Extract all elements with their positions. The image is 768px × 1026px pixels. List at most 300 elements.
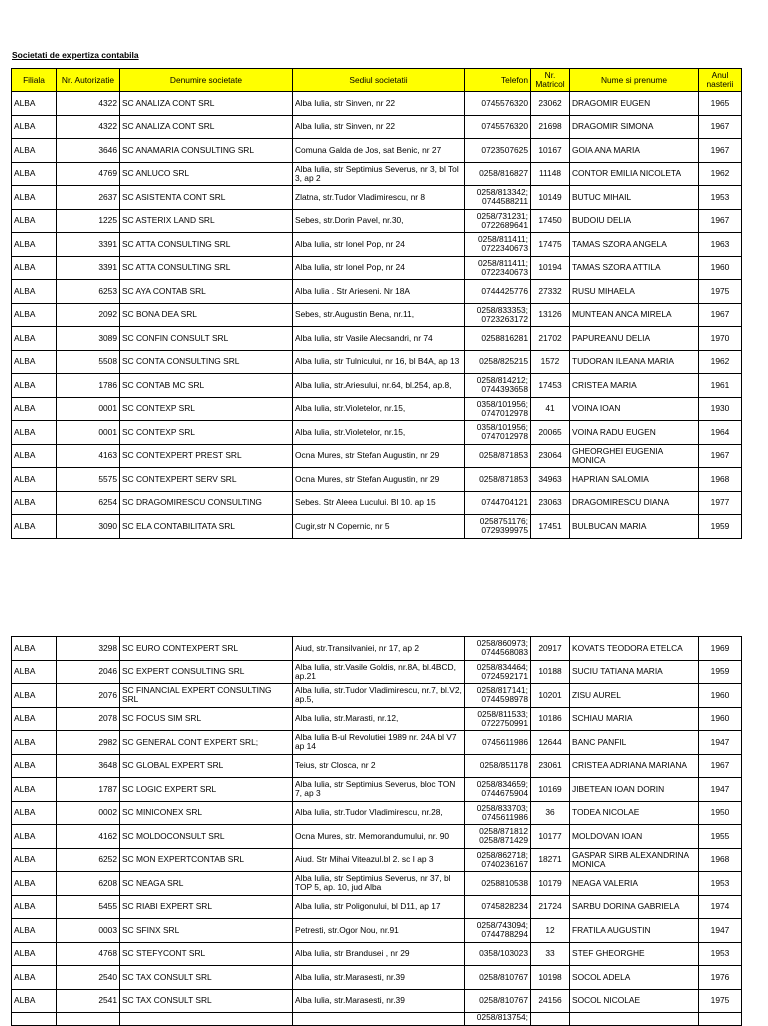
cell-nr-matricol: 11148 <box>531 162 570 186</box>
cell-sediul: Alba Iulia, str Ionel Pop, nr 24 <box>293 233 465 257</box>
cell-denumire: SC CONTAB MC SRL <box>120 374 293 398</box>
header-filiala: Filiala <box>12 69 57 92</box>
cell-anul: 1953 <box>699 942 742 966</box>
cell-telefon: 0258816281 <box>465 327 531 351</box>
table-row <box>12 303 742 327</box>
cell-nr-matricol: 10179 <box>531 872 570 896</box>
cell-anul: 1962 <box>699 162 742 186</box>
cell-nr-autorizatie: 3391 <box>57 256 120 280</box>
cell-filiala: ALBA <box>12 515 57 539</box>
cell-nr-matricol: 13126 <box>531 303 570 327</box>
cell-telefon: 0258/851178 <box>465 754 531 778</box>
table-row <box>12 731 742 755</box>
cell-telefon: 0258/814212; 0744393658 <box>465 374 531 398</box>
cell-filiala: ALBA <box>12 444 57 468</box>
cell-sediul: Alba Iulia . Str Arieseni. Nr 18A <box>293 280 465 304</box>
cell-filiala: ALBA <box>12 162 57 186</box>
cell-filiala: ALBA <box>12 778 57 802</box>
cell-anul: 1963 <box>699 233 742 257</box>
cell-denumire: SC ANALIZA CONT SRL <box>120 115 293 139</box>
table-row <box>12 421 742 445</box>
cell-nr-matricol: 10198 <box>531 966 570 990</box>
cell-nr-matricol: 10167 <box>531 139 570 163</box>
cell-nr-matricol: 24156 <box>531 989 570 1013</box>
cell-filiala: ALBA <box>12 280 57 304</box>
cell-nume: STEF GHEORGHE <box>570 942 699 966</box>
cell-nr-matricol: 17475 <box>531 233 570 257</box>
cell-telefon: 0258/810767 <box>465 989 531 1013</box>
cell-nr-matricol: 33 <box>531 942 570 966</box>
cell-denumire: SC ELA CONTABILITATA SRL <box>120 515 293 539</box>
cell-nr-autorizatie: 2092 <box>57 303 120 327</box>
cell-denumire: SC ASISTENTA CONT SRL <box>120 186 293 210</box>
cell-nr-autorizatie: 6253 <box>57 280 120 304</box>
cell-sediul: Ocna Mures, str Stefan Augustin, nr 29 <box>293 468 465 492</box>
cell-nr-matricol: 10177 <box>531 825 570 849</box>
cell-sediul: Teius, str Closca, nr 2 <box>293 754 465 778</box>
cell-nr-autorizatie: 2637 <box>57 186 120 210</box>
cell-nume: BANC PANFIL <box>570 731 699 755</box>
cell-filiala: ALBA <box>12 825 57 849</box>
header-denumire: Denumire societate <box>120 69 293 92</box>
cell-nr-autorizatie: 1225 <box>57 209 120 233</box>
cell-telefon: 0258/833703; 0745611986 <box>465 801 531 825</box>
cell-nume: SCHIAU MARIA <box>570 707 699 731</box>
table-row <box>12 256 742 280</box>
cell-telefon: 0258/817141; 0744598978 <box>465 684 531 708</box>
cell-sediul: Ocna Mures, str. Memorandumului, nr. 90 <box>293 825 465 849</box>
firms-table-bottom <box>11 636 742 1026</box>
cell-telefon: 0358/101956; 0747012978 <box>465 421 531 445</box>
cell-nr-autorizatie: 1787 <box>57 778 120 802</box>
cell-telefon: 0258/871853 <box>465 444 531 468</box>
cell-filiala: ALBA <box>12 731 57 755</box>
cell-anul: 1964 <box>699 421 742 445</box>
table-row <box>12 92 742 116</box>
cell-sediul: Alba Iulia, str Ionel Pop, nr 24 <box>293 256 465 280</box>
table-row <box>12 233 742 257</box>
cell-sediul: Sebes. Str Aleea Lucului. Bl 10. ap 15 <box>293 491 465 515</box>
cell-nume: KOVATS TEODORA ETELCA <box>570 637 699 661</box>
cell-anul: 1947 <box>699 778 742 802</box>
cell-denumire: SC TAX CONSULT SRL <box>120 966 293 990</box>
header-nr-autorizatie: Nr. Autorizatie <box>57 69 120 92</box>
cell-denumire: SC MOLDOCONSULT SRL <box>120 825 293 849</box>
header-nume: Nume si prenume <box>570 69 699 92</box>
cell-denumire: SC ANLUCO SRL <box>120 162 293 186</box>
cell-telefon: 0358/101956; 0747012978 <box>465 397 531 421</box>
cell-anul: 1960 <box>699 707 742 731</box>
cell-nr-matricol: 1572 <box>531 350 570 374</box>
cell-nr-autorizatie: 3646 <box>57 139 120 163</box>
cell-nr-matricol: 17453 <box>531 374 570 398</box>
cell-filiala: ALBA <box>12 421 57 445</box>
cell-telefon: 0258/871853 <box>465 468 531 492</box>
cell-denumire: SC GLOBAL EXPERT SRL <box>120 754 293 778</box>
cell-denumire: SC CONFIN CONSULT SRL <box>120 327 293 351</box>
cell-nr-autorizatie: 3090 <box>57 515 120 539</box>
cell-nr-matricol: 23063 <box>531 491 570 515</box>
cell-sediul: Sebes, str.Dorin Pavel, nr.30, <box>293 209 465 233</box>
cell-denumire: SC ANALIZA CONT SRL <box>120 92 293 116</box>
cell-sediul: Alba Iulia, str.Marasti, nr.12, <box>293 707 465 731</box>
cell-filiala: ALBA <box>12 468 57 492</box>
cell-anul: 1955 <box>699 825 742 849</box>
cell-nr-autorizatie: 2540 <box>57 966 120 990</box>
cell-nr-autorizatie: 2076 <box>57 684 120 708</box>
cell-anul: 1967 <box>699 209 742 233</box>
cell-telefon: 0358/103023 <box>465 942 531 966</box>
table-row <box>12 872 742 896</box>
cell-filiala: ALBA <box>12 139 57 163</box>
cell-nr-matricol: 17451 <box>531 515 570 539</box>
table-row <box>12 327 742 351</box>
cell-filiala: ALBA <box>12 707 57 731</box>
cell-anul: 1959 <box>699 660 742 684</box>
cell-telefon: 0745828234 <box>465 895 531 919</box>
header-nr-matricol: Nr. Matricol <box>531 69 570 92</box>
cell-sediul: Alba Iulia, str Sinven, nr 22 <box>293 92 465 116</box>
cell-nr-autorizatie: 2982 <box>57 731 120 755</box>
cell-nr-autorizatie: 2046 <box>57 660 120 684</box>
table-row <box>12 919 742 943</box>
cell-nr-autorizatie: 0001 <box>57 421 120 445</box>
cell-nr-matricol: 23061 <box>531 754 570 778</box>
page-title: Societati de expertiza contabila <box>12 50 139 60</box>
cell-nr-autorizatie: 3648 <box>57 754 120 778</box>
cell-filiala: ALBA <box>12 350 57 374</box>
cell-nr-matricol: 17450 <box>531 209 570 233</box>
cell-nr-autorizatie: 4163 <box>57 444 120 468</box>
cell-sediul: Alba Iulia, str.Tudor Vladimirescu, nr.28, <box>293 801 465 825</box>
cell-anul: 1960 <box>699 256 742 280</box>
cell-sediul: Alba Iulia, str Poligonului, bl D11, ap 17 <box>293 895 465 919</box>
cell-denumire: SC CONTA CONSULTING SRL <box>120 350 293 374</box>
table-row <box>12 966 742 990</box>
cell-telefon: 0745576320 <box>465 92 531 116</box>
cell-telefon: 0744425776 <box>465 280 531 304</box>
cell-anul: 1959 <box>699 515 742 539</box>
cell-nr-matricol: 10188 <box>531 660 570 684</box>
cell-nume: DRAGOMIR SIMONA <box>570 115 699 139</box>
cell-filiala: ALBA <box>12 872 57 896</box>
cell-sediul: Cugir,str N Copernic, nr 5 <box>293 515 465 539</box>
cell-nume: TAMAS SZORA ANGELA <box>570 233 699 257</box>
cell-telefon: 0258/731231; 0722689641 <box>465 209 531 233</box>
table-row <box>12 209 742 233</box>
cell-anul: 1967 <box>699 303 742 327</box>
cell-sediul: Alba Iulia, str.Violetelor, nr.15, <box>293 397 465 421</box>
cell-nr-matricol: 12 <box>531 919 570 943</box>
cell-nume: CRISTEA MARIA <box>570 374 699 398</box>
cell-anul: 1970 <box>699 327 742 351</box>
table-row <box>12 942 742 966</box>
cell-nr-autorizatie: 3089 <box>57 327 120 351</box>
cell-nr-matricol: 21702 <box>531 327 570 351</box>
cell-anul: 1953 <box>699 872 742 896</box>
cell-nr-matricol: 34963 <box>531 468 570 492</box>
cell-telefon: 0258/813342; 0744588211 <box>465 186 531 210</box>
cell-denumire: SC AYA CONTAB SRL <box>120 280 293 304</box>
cell-sediul: Alba Iulia B-ul Revolutiei 1989 nr. 24A bl V7 ap 14 <box>293 731 465 755</box>
cell-telefon: 0258/743094; 0744788294 <box>465 919 531 943</box>
cell-anul: 1975 <box>699 280 742 304</box>
cell-anul: 1947 <box>699 919 742 943</box>
cell-filiala: ALBA <box>12 989 57 1013</box>
cell-nume: SOCOL ADELA <box>570 966 699 990</box>
cell-nr-matricol: 20065 <box>531 421 570 445</box>
cell-filiala: ALBA <box>12 233 57 257</box>
cell-denumire: SC ATTA CONSULTING SRL <box>120 256 293 280</box>
cell-nr-autorizatie: 3391 <box>57 233 120 257</box>
cell-nr-autorizatie: 5575 <box>57 468 120 492</box>
cell-denumire: SC LOGIC EXPERT SRL <box>120 778 293 802</box>
cell-telefon: 0258/825215 <box>465 350 531 374</box>
cell-nume: TODEA NICOLAE <box>570 801 699 825</box>
cell-anul: 1967 <box>699 139 742 163</box>
cell-telefon: 0258/811411; 0722340673 <box>465 233 531 257</box>
cell-telefon: 0723507625 <box>465 139 531 163</box>
header-telefon: Telefon <box>465 69 531 92</box>
table-row <box>12 801 742 825</box>
cell-nr-matricol: 41 <box>531 397 570 421</box>
cell-anul: 1965 <box>699 92 742 116</box>
cell-nume: GASPAR SIRB ALEXANDRINA MONICA <box>570 848 699 872</box>
cell-telefon: 0258/810767 <box>465 966 531 990</box>
header-row <box>12 69 742 92</box>
cell-filiala: ALBA <box>12 186 57 210</box>
cell-nume: RUSU MIHAELA <box>570 280 699 304</box>
cell-nume: ZISU AUREL <box>570 684 699 708</box>
cell-sediul: Alba Iulia, str.Marasesti, nr.39 <box>293 966 465 990</box>
cell-nume: MOLDOVAN IOAN <box>570 825 699 849</box>
cell-denumire: SC MINICONEX SRL <box>120 801 293 825</box>
cell-anul: 1967 <box>699 754 742 778</box>
table-row <box>12 660 742 684</box>
cell-nr-autorizatie: 4162 <box>57 825 120 849</box>
cell-nr-autorizatie: 4322 <box>57 115 120 139</box>
cell-nume: MUNTEAN ANCA MIRELA <box>570 303 699 327</box>
cell-denumire: SC RIABI EXPERT SRL <box>120 895 293 919</box>
cell-denumire: SC CONTEXP SRL <box>120 397 293 421</box>
cell-filiala: ALBA <box>12 491 57 515</box>
cell-filiala: ALBA <box>12 374 57 398</box>
cell-nr-matricol: 21698 <box>531 115 570 139</box>
cell-anul: 1974 <box>699 895 742 919</box>
cell-nume: FRATILA AUGUSTIN <box>570 919 699 943</box>
cell-filiala: ALBA <box>12 637 57 661</box>
table-row <box>12 491 742 515</box>
cell-denumire: SC ASTERIX LAND SRL <box>120 209 293 233</box>
cell-telefon: 0258/816827 <box>465 162 531 186</box>
cell-denumire: SC EXPERT CONSULTING SRL <box>120 660 293 684</box>
cell-telefon: 0258810538 <box>465 872 531 896</box>
cell-nume: GHEORGHEI EUGENIA MONICA <box>570 444 699 468</box>
cell-sediul: Alba Iulia, str.Violetelor, nr.15, <box>293 421 465 445</box>
cell-nume: SOCOL NICOLAE <box>570 989 699 1013</box>
table-row <box>12 637 742 661</box>
cell-nume: BUTUC MIHAIL <box>570 186 699 210</box>
cell-anul: 1967 <box>699 115 742 139</box>
cell-sediul: Ocna Mures, str Stefan Augustin, nr 29 <box>293 444 465 468</box>
table-row <box>12 989 742 1013</box>
cell-filiala: ALBA <box>12 848 57 872</box>
cell-filiala: ALBA <box>12 256 57 280</box>
cell-sediul: Aiud, str.Transilvaniei, nr 17, ap 2 <box>293 637 465 661</box>
cell-filiala: ALBA <box>12 919 57 943</box>
cell-sediul: Alba Iulia, str.Vasile Goldis, nr.8A, bl.4BCD, ap.21 <box>293 660 465 684</box>
cell-telefon: 0258/862718; 0740236167 <box>465 848 531 872</box>
cell-nr-matricol: 10194 <box>531 256 570 280</box>
cell-nr-autorizatie: 0002 <box>57 801 120 825</box>
cell-nr-autorizatie: 4322 <box>57 92 120 116</box>
cell-nume: JIBETEAN IOAN DORIN <box>570 778 699 802</box>
cell-nr-autorizatie: 0003 <box>57 919 120 943</box>
cell-sediul: Sebes, str.Augustin Bena, nr.11, <box>293 303 465 327</box>
cell-sediul: Alba Iulia, str Septimius Severus, nr 37, bl TOP 5, ap. 10, jud Alba <box>293 872 465 896</box>
cell-filiala: ALBA <box>12 92 57 116</box>
table-row <box>12 397 742 421</box>
cell-denumire: SC DRAGOMIRESCU CONSULTING <box>120 491 293 515</box>
cell-denumire: SC CONTEXP SRL <box>120 421 293 445</box>
cell-denumire: SC CONTEXPERT PREST SRL <box>120 444 293 468</box>
cell-nr-matricol: 10186 <box>531 707 570 731</box>
table-row <box>12 895 742 919</box>
cell-nr-autorizatie: 0001 <box>57 397 120 421</box>
cell-nume: PAPUREANU DELIA <box>570 327 699 351</box>
cell-nr-matricol: 18271 <box>531 848 570 872</box>
cell-nume: TAMAS SZORA ATTILA <box>570 256 699 280</box>
cell-nr-matricol: 36 <box>531 801 570 825</box>
cell-nume: BUDOIU DELIA <box>570 209 699 233</box>
cell-denumire: SC SFINX SRL <box>120 919 293 943</box>
cell-nr-matricol: 10201 <box>531 684 570 708</box>
cell-nr-matricol: 23062 <box>531 92 570 116</box>
cell-sediul: Alba Iulia, str Septimius Severus, nr 3, bl Tol 3, ap 2 <box>293 162 465 186</box>
cell-nr-autorizatie: 6254 <box>57 491 120 515</box>
table-row <box>12 825 742 849</box>
cell-denumire: SC GENERAL CONT EXPERT SRL; <box>120 731 293 755</box>
firms-table-top <box>11 68 742 539</box>
cell-sediul: Alba Iulia, str.Ariesului, nr.64, bl.254, ap.8, <box>293 374 465 398</box>
cell-anul: 1968 <box>699 468 742 492</box>
table-row <box>12 754 742 778</box>
table-row <box>12 350 742 374</box>
cell-telefon: 0745611986 <box>465 731 531 755</box>
cell-anul: 1968 <box>699 848 742 872</box>
table-row <box>12 707 742 731</box>
cell-nr-matricol: 10169 <box>531 778 570 802</box>
header-sediul: Sediul societatii <box>293 69 465 92</box>
cell-sediul: Aiud. Str Mihai Viteazul.bl 2. sc I ap 3 <box>293 848 465 872</box>
table-row <box>12 848 742 872</box>
cell-sediul: Alba Iulia, str Vasile Alecsandri, nr 74 <box>293 327 465 351</box>
cell-nr-autorizatie: 6208 <box>57 872 120 896</box>
cell-denumire: SC TAX CONSULT SRL <box>120 989 293 1013</box>
cell-anul: 1960 <box>699 684 742 708</box>
cell-nr-autorizatie: 5455 <box>57 895 120 919</box>
table-row <box>12 115 742 139</box>
cell-nr-matricol: 21724 <box>531 895 570 919</box>
cell-nume: CRISTEA ADRIANA MARIANA <box>570 754 699 778</box>
cell-denumire: SC ATTA CONSULTING SRL <box>120 233 293 257</box>
table-row <box>12 515 742 539</box>
cell-nr-matricol: 23064 <box>531 444 570 468</box>
cell-nume: SUCIU TATIANA MARIA <box>570 660 699 684</box>
cell-nr-autorizatie: 3298 <box>57 637 120 661</box>
cell-nr-autorizatie: 6252 <box>57 848 120 872</box>
cell-nume: DRAGOMIR EUGEN <box>570 92 699 116</box>
table-row <box>12 684 742 708</box>
cell-filiala: ALBA <box>12 684 57 708</box>
cell-sediul: Comuna Galda de Jos, sat Benic, nr 27 <box>293 139 465 163</box>
cell-denumire: SC FOCUS SIM SRL <box>120 707 293 731</box>
cell-sediul: Alba Iulia, str Sinven, nr 22 <box>293 115 465 139</box>
table-row <box>12 468 742 492</box>
cell-anul: 1977 <box>699 491 742 515</box>
cell-denumire: SC ANAMARIA CONSULTING SRL <box>120 139 293 163</box>
cell-nume: GOIA ANA MARIA <box>570 139 699 163</box>
cell-nr-matricol: 10149 <box>531 186 570 210</box>
cell-nr-autorizatie: 4768 <box>57 942 120 966</box>
table-row <box>12 444 742 468</box>
cell-anul: 1947 <box>699 731 742 755</box>
cell-nr-matricol: 27332 <box>531 280 570 304</box>
cell-denumire: SC MON EXPERTCONTAB SRL <box>120 848 293 872</box>
cell-nume: NEAGA VALERIA <box>570 872 699 896</box>
cell-filiala: ALBA <box>12 942 57 966</box>
cell-anul: 1976 <box>699 966 742 990</box>
cell-sediul: Alba Iulia, str.Tudor Vladimirescu, nr.7, bl.V2, ap.5, <box>293 684 465 708</box>
cell-telefon: 0745576320 <box>465 115 531 139</box>
cell-sediul: Alba Iulia, str Tulnicului, nr 16, bl B4A, ap 13 <box>293 350 465 374</box>
cell-filiala: ALBA <box>12 327 57 351</box>
cell-telefon: 0258/834464; 0724592171 <box>465 660 531 684</box>
cell-filiala: ALBA <box>12 966 57 990</box>
cell-anul: 1930 <box>699 397 742 421</box>
cell-nume: BULBUCAN MARIA <box>570 515 699 539</box>
cell-filiala: ALBA <box>12 754 57 778</box>
cell-nume: SARBU DORINA GABRIELA <box>570 895 699 919</box>
table-row <box>12 139 742 163</box>
cell-nr-matricol: 20917 <box>531 637 570 661</box>
cell-nume: DRAGOMIRESCU DIANA <box>570 491 699 515</box>
header-anul: Anul nasterii <box>699 69 742 92</box>
cell-sediul: Petresti, str.Ogor Nou, nr.91 <box>293 919 465 943</box>
cell-denumire: SC EURO CONTEXPERT SRL <box>120 637 293 661</box>
partial-row-phone: 0258/813754; <box>465 1013 531 1026</box>
cell-denumire: SC FINANCIAL EXPERT CONSULTING SRL <box>120 684 293 708</box>
cell-telefon: 0258/833353; 0723263172 <box>465 303 531 327</box>
cell-sediul: Alba Iulia, str.Marasesti, nr.39 <box>293 989 465 1013</box>
cell-denumire: SC CONTEXPERT SERV SRL <box>120 468 293 492</box>
table-row <box>12 280 742 304</box>
table-row <box>12 162 742 186</box>
cell-filiala: ALBA <box>12 397 57 421</box>
cell-telefon: 0258751176; 0729399975 <box>465 515 531 539</box>
cell-nr-autorizatie: 5508 <box>57 350 120 374</box>
cell-filiala: ALBA <box>12 895 57 919</box>
cell-denumire: SC NEAGA SRL <box>120 872 293 896</box>
cell-telefon: 0258/871812 0258/871429 <box>465 825 531 849</box>
cell-nr-autorizatie: 4769 <box>57 162 120 186</box>
cell-telefon: 0744704121 <box>465 491 531 515</box>
table-row <box>12 778 742 802</box>
cell-nr-matricol: 12644 <box>531 731 570 755</box>
cell-nume: VOINA IOAN <box>570 397 699 421</box>
cell-nume: CONTOR EMILIA NICOLETA <box>570 162 699 186</box>
cell-sediul: Alba Iulia, str Septimius Severus, bloc TON 7, ap 3 <box>293 778 465 802</box>
